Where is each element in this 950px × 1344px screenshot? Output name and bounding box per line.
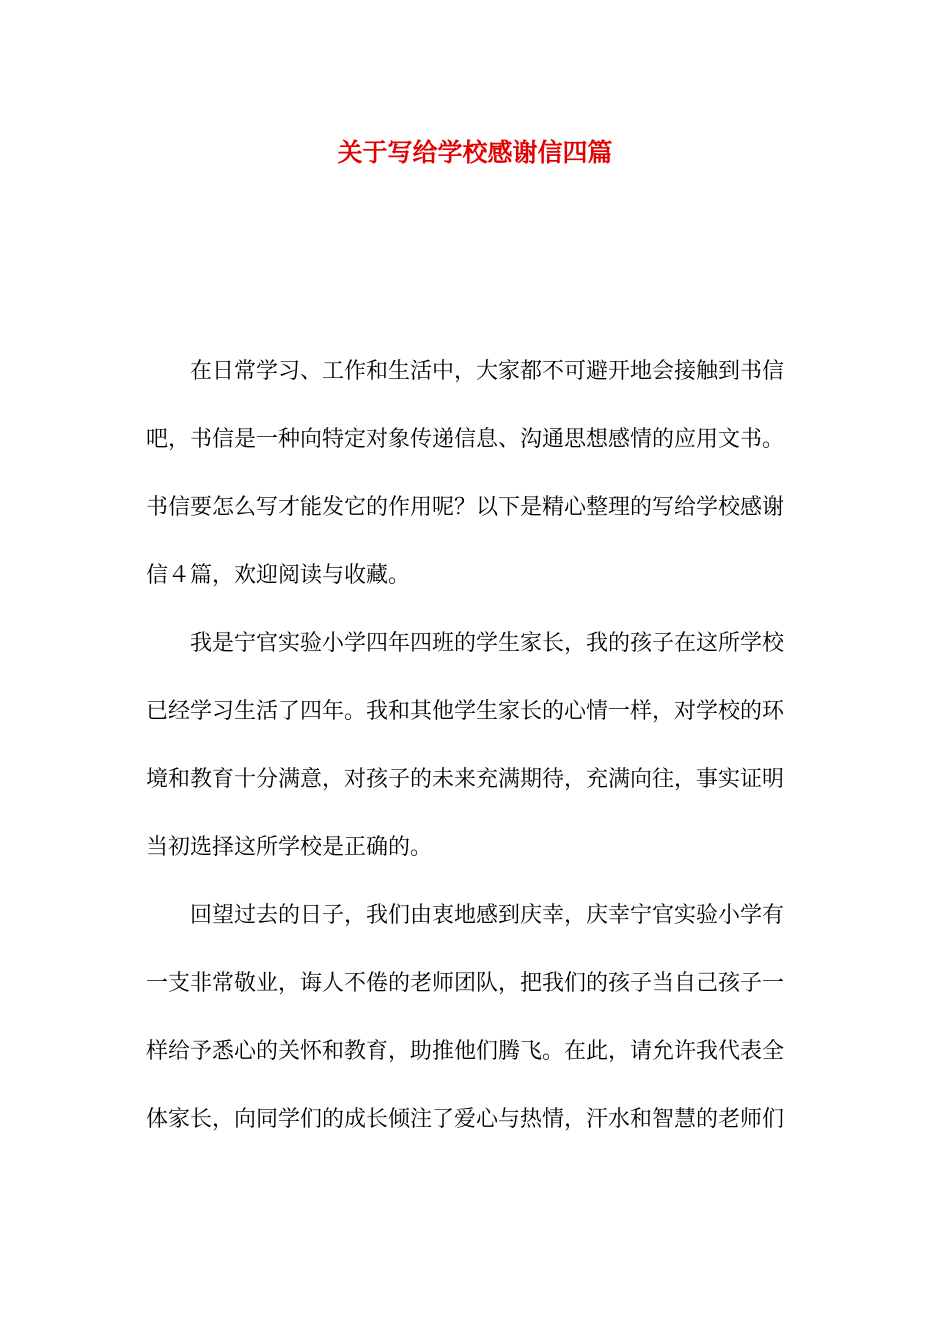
paragraph-line: 信４篇，欢迎阅读与收藏。 [146, 563, 411, 588]
paragraph [146, 338, 806, 610]
paragraph-line: 当初选择这所学校是正确的。 [146, 835, 433, 860]
paragraph-line: 样给予悉心的关怀和教育，助推他们腾飞。在此，请允许我代表全 [146, 1039, 785, 1064]
paragraph-line: 境和教育十分满意，对孩子的未来充满期待，充满向往，事实证明 [146, 767, 785, 792]
paragraph [146, 882, 806, 1154]
paragraph-line: 已经学习生活了四年。我和其他学生家长的心情一样，对学校的环 [146, 699, 785, 724]
paragraph-line: 吧，书信是一种向特定对象传递信息、沟通思想感情的应用文书。 [146, 427, 785, 452]
paragraph [146, 610, 806, 882]
paragraph-line: 书信要怎么写才能发它的作用呢？以下是精心整理的写给学校感谢 [146, 495, 785, 520]
paragraph-line: 我是宁官实验小学四年四班的学生家长，我的孩子在这所学校 [190, 631, 785, 656]
document-body [146, 338, 806, 1154]
paragraph-line: 回望过去的日子，我们由衷地感到庆幸，庆幸宁官实验小学有 [190, 903, 785, 928]
paragraph-line: 在日常学习、工作和生活中，大家都不可避开地会接触到书信 [190, 359, 785, 384]
document-title: 关于写给学校感谢信四篇 [337, 138, 613, 167]
paragraph-line: 一支非常敬业，诲人不倦的老师团队，把我们的孩子当自己孩子一 [146, 971, 785, 996]
paragraph-line: 体家长，向同学们的成长倾注了爱心与热情，汗水和智慧的老师们 [146, 1107, 785, 1132]
